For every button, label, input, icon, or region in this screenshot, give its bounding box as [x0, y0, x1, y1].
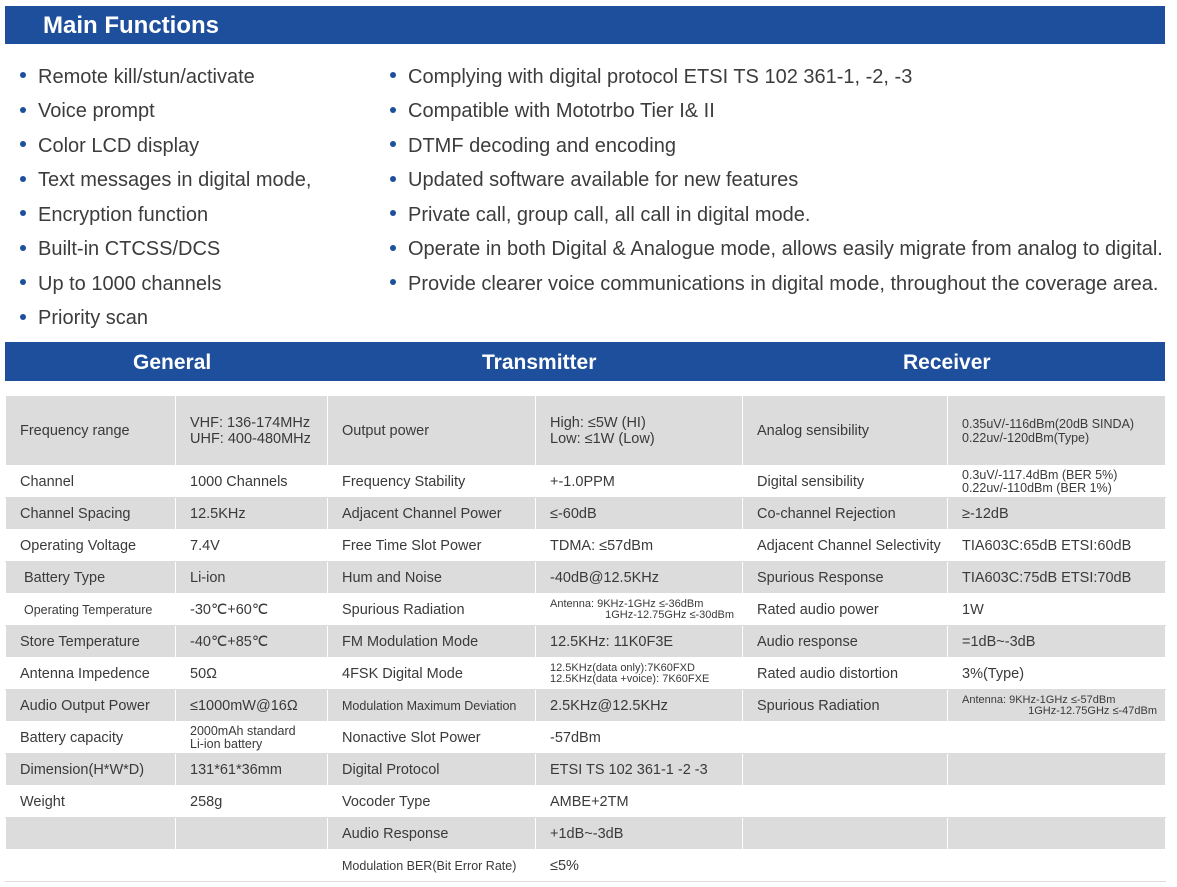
- transmitter-label: Modulation BER(Bit Error Rate): [328, 850, 536, 882]
- general-value: 12.5KHz: [176, 498, 328, 530]
- general-label: Store Temperature: [6, 626, 176, 658]
- general-value: -40℃+85℃: [176, 626, 328, 658]
- receiver-value: 0.3uV/-117.4dBm (BER 5%) 0.22uv/-110dBm (BER 1%): [948, 466, 1166, 498]
- feature-item: Compatible with Mototrbo Tier I& II: [390, 95, 1163, 130]
- spec-section-header: [5, 342, 1165, 381]
- bullet-icon: [390, 72, 396, 78]
- general-heading: General: [133, 351, 212, 374]
- general-label: Battery Type: [6, 562, 176, 594]
- receiver-label: [743, 818, 948, 850]
- transmitter-label: Nonactive Slot Power: [328, 722, 536, 754]
- bullet-icon: [390, 279, 396, 285]
- transmitter-value: +-1.0PPM: [536, 466, 743, 498]
- receiver-label: Spurious Radiation: [743, 690, 948, 722]
- transmitter-label: 4FSK Digital Mode: [328, 658, 536, 690]
- receiver-value: 3%(Type): [948, 658, 1166, 690]
- general-label: [6, 818, 176, 850]
- receiver-label: [743, 850, 948, 882]
- general-value: Li-ion: [176, 562, 328, 594]
- transmitter-label: Audio Response: [328, 818, 536, 850]
- receiver-label: [743, 722, 948, 754]
- table-row: [6, 594, 1166, 626]
- feature-item: Priority scan: [20, 302, 311, 337]
- transmitter-label: Spurious Radiation: [328, 594, 536, 626]
- bullet-icon: [390, 245, 396, 251]
- general-value: 1000 Channels: [176, 466, 328, 498]
- table-row: [6, 658, 1166, 690]
- feature-item: Encryption function: [20, 198, 311, 233]
- bullet-icon: [20, 279, 26, 285]
- table-row: [6, 690, 1166, 722]
- receiver-value: [948, 818, 1166, 850]
- feature-list-right: [390, 60, 1163, 302]
- general-label: Battery capacity: [6, 722, 176, 754]
- feature-item: DTMF decoding and encoding: [390, 129, 1163, 164]
- bullet-icon: [20, 141, 26, 147]
- feature-list-left: [20, 60, 311, 336]
- transmitter-value: -57dBm: [536, 722, 743, 754]
- receiver-label: [743, 754, 948, 786]
- general-label: Channel: [6, 466, 176, 498]
- transmitter-label: Vocoder Type: [328, 786, 536, 818]
- bullet-icon: [390, 107, 396, 113]
- general-value: ≤1000mW@16Ω: [176, 690, 328, 722]
- transmitter-value: ≤-60dB: [536, 498, 743, 530]
- transmitter-value: ETSI TS 102 361-1 -2 -3: [536, 754, 743, 786]
- transmitter-value: Antenna: 9KHz-1GHz ≤-36dBm 1GHz-12.75GHz ≤-30dBm: [536, 594, 743, 626]
- feature-item: Text messages in digital mode,: [20, 164, 311, 199]
- transmitter-label: FM Modulation Mode: [328, 626, 536, 658]
- main-functions-title: Main Functions: [43, 12, 219, 39]
- feature-item: Color LCD display: [20, 129, 311, 164]
- bullet-icon: [390, 210, 396, 216]
- bullet-icon: [20, 72, 26, 78]
- general-label: Weight: [6, 786, 176, 818]
- table-row: [6, 466, 1166, 498]
- feature-item: Voice prompt: [20, 95, 311, 130]
- bullet-icon: [20, 176, 26, 182]
- receiver-value: [948, 754, 1166, 786]
- general-value: 7.4V: [176, 530, 328, 562]
- receiver-value: 0.35uV/-116dBm(20dB SINDA) 0.22uv/-120dBm(Type): [948, 396, 1166, 466]
- transmitter-value: ≤5%: [536, 850, 743, 882]
- general-label: Channel Spacing: [6, 498, 176, 530]
- general-label: Operating Temperature: [6, 594, 176, 626]
- feature-item: Complying with digital protocol ETSI TS 102 361-1, -2, -3: [390, 60, 1163, 95]
- receiver-label: Audio response: [743, 626, 948, 658]
- transmitter-value: AMBE+2TM: [536, 786, 743, 818]
- transmitter-value: TDMA: ≤57dBm: [536, 530, 743, 562]
- table-row: [6, 396, 1166, 466]
- general-label: [6, 850, 176, 882]
- table-row: [6, 722, 1166, 754]
- transmitter-label: Modulation Maximum Deviation: [328, 690, 536, 722]
- bullet-icon: [20, 107, 26, 113]
- table-row: [6, 818, 1166, 850]
- feature-item: Built-in CTCSS/DCS: [20, 233, 311, 268]
- transmitter-heading: Transmitter: [482, 351, 597, 374]
- transmitter-label: Output power: [328, 396, 536, 466]
- receiver-value: Antenna: 9KHz-1GHz ≤-57dBm 1GHz-12.75GHz ≤-47dBm: [948, 690, 1166, 722]
- main-functions-header: [5, 6, 1165, 44]
- general-label: Operating Voltage: [6, 530, 176, 562]
- receiver-value: [948, 786, 1166, 818]
- receiver-value: [948, 850, 1166, 882]
- bullet-icon: [20, 314, 26, 320]
- table-row: [6, 562, 1166, 594]
- general-label: Antenna Impedence: [6, 658, 176, 690]
- transmitter-label: Digital Protocol: [328, 754, 536, 786]
- bullet-icon: [20, 210, 26, 216]
- general-label: Frequency range: [6, 396, 176, 466]
- transmitter-label: Hum and Noise: [328, 562, 536, 594]
- bullet-icon: [20, 245, 26, 251]
- general-value: [176, 818, 328, 850]
- feature-item: Operate in both Digital & Analogue mode, allows easily migrate from analog to digital.: [390, 233, 1163, 268]
- receiver-label: Digital sensibility: [743, 466, 948, 498]
- table-row: [6, 530, 1166, 562]
- receiver-value: 1W: [948, 594, 1166, 626]
- receiver-label: Spurious Response: [743, 562, 948, 594]
- general-value: 258g: [176, 786, 328, 818]
- table-row: [6, 850, 1166, 882]
- transmitter-value: 12.5KHz: 11K0F3E: [536, 626, 743, 658]
- receiver-value: [948, 722, 1166, 754]
- receiver-heading: Receiver: [903, 351, 991, 374]
- general-value: [176, 850, 328, 882]
- transmitter-label: Free Time Slot Power: [328, 530, 536, 562]
- receiver-value: ≥-12dB: [948, 498, 1166, 530]
- receiver-label: [743, 786, 948, 818]
- transmitter-label: Adjacent Channel Power: [328, 498, 536, 530]
- spec-table: [5, 395, 1166, 882]
- feature-item: Updated software available for new features: [390, 164, 1163, 199]
- general-value: VHF: 136-174MHz UHF: 400-480MHz: [176, 396, 328, 466]
- receiver-label: Rated audio power: [743, 594, 948, 626]
- table-row: [6, 626, 1166, 658]
- feature-item: Remote kill/stun/activate: [20, 60, 311, 95]
- receiver-label: Rated audio distortion: [743, 658, 948, 690]
- transmitter-value: High: ≤5W (HI) Low: ≤1W (Low): [536, 396, 743, 466]
- receiver-value: TIA603C:65dB ETSI:60dB: [948, 530, 1166, 562]
- transmitter-value: +1dB~-3dB: [536, 818, 743, 850]
- general-value: 131*61*36mm: [176, 754, 328, 786]
- transmitter-value: 12.5KHz(data only):7K60FXD 12.5KHz(data +voice): 7K60FXE: [536, 658, 743, 690]
- general-value: -30℃+60℃: [176, 594, 328, 626]
- receiver-label: Analog sensibility: [743, 396, 948, 466]
- bullet-icon: [390, 141, 396, 147]
- general-value: 2000mAh standard Li-ion battery: [176, 722, 328, 754]
- receiver-value: TIA603C:75dB ETSI:70dB: [948, 562, 1166, 594]
- general-label: Dimension(H*W*D): [6, 754, 176, 786]
- feature-item: Up to 1000 channels: [20, 267, 311, 302]
- transmitter-value: 2.5KHz@12.5KHz: [536, 690, 743, 722]
- receiver-label: Co-channel Rejection: [743, 498, 948, 530]
- general-value: 50Ω: [176, 658, 328, 690]
- transmitter-value: -40dB@12.5KHz: [536, 562, 743, 594]
- table-row: [6, 754, 1166, 786]
- receiver-label: Adjacent Channel Selectivity: [743, 530, 948, 562]
- receiver-value: =1dB~-3dB: [948, 626, 1166, 658]
- transmitter-label: Frequency Stability: [328, 466, 536, 498]
- table-row: [6, 498, 1166, 530]
- feature-item: Private call, group call, all call in digital mode.: [390, 198, 1163, 233]
- general-label: Audio Output Power: [6, 690, 176, 722]
- table-row: [6, 786, 1166, 818]
- bullet-icon: [390, 176, 396, 182]
- feature-item: Provide clearer voice communications in digital mode, throughout the coverage area.: [390, 267, 1163, 302]
